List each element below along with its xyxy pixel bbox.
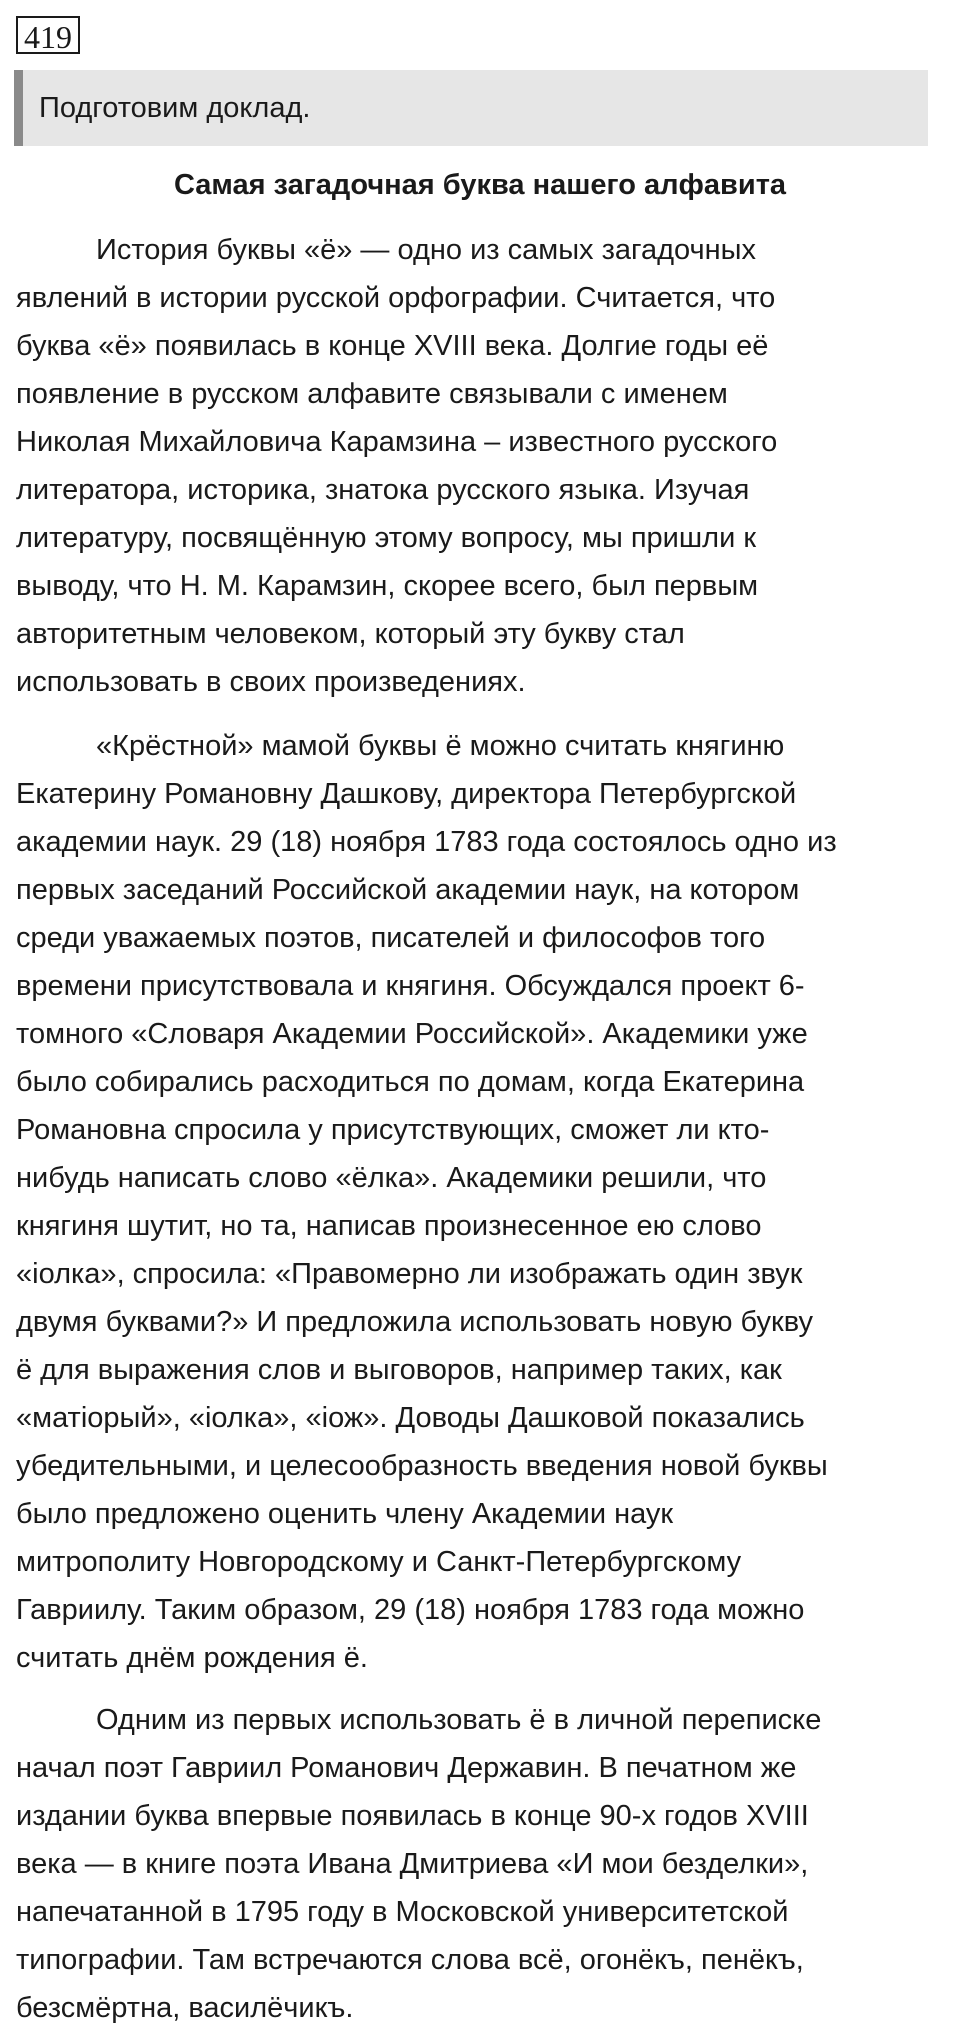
text-line: времени присутствовала и княгиня. Обсуждался проект 6- xyxy=(16,970,805,1002)
paragraph-3 xyxy=(16,1696,946,2032)
task-prompt-text: Подготовим доклад. xyxy=(39,92,311,124)
text-line: Одним из первых использовать ё в личной переписке xyxy=(96,1704,822,1736)
text-line: История буквы «ё» — одно из самых загадочных xyxy=(96,234,756,266)
text-line: появление в русском алфавите связывали с именем xyxy=(16,378,728,410)
text-line: выводу, что Н. М. Карамзин, скорее всего, был первым xyxy=(16,570,759,602)
text-line: явлений в истории русской орфографии. Считается, что xyxy=(16,282,776,314)
text-line: издании буква впервые появилась в конце 90-х годов XVIII xyxy=(16,1800,809,1832)
text-line: начал поэт Гавриил Романович Державин. В печатном же xyxy=(16,1752,797,1784)
text-line: нибудь написать слово «ёлка». Академики решили, что xyxy=(16,1162,767,1194)
text-line: «iолка», спросила: «Правомерно ли изображать один звук xyxy=(16,1258,803,1290)
text-line: считать днём рождения ё. xyxy=(16,1642,368,1674)
text-line: было предложено оценить члену Академии наук xyxy=(16,1498,674,1530)
text-line: ё для выражения слов и выговоров, например таких, как xyxy=(16,1354,782,1386)
text-line: напечатанной в 1795 году в Московской университетской xyxy=(16,1896,789,1928)
text-line: первых заседаний Российской академии наук, на котором xyxy=(16,874,800,906)
text-line: среди уважаемых поэтов, писателей и философов того xyxy=(16,922,766,954)
text-line: митрополиту Новгородскому и Санкт-Петербургскому xyxy=(16,1546,742,1578)
text-line: томного «Словаря Академии Российской». Академики уже xyxy=(16,1018,808,1050)
text-line: буква «ё» появилась в конце XVIII века. Долгие годы её xyxy=(16,330,769,362)
text-line: безсмёртна, василёчикъ. xyxy=(16,1992,354,2024)
text-line: академии наук. 29 (18) ноября 1783 года состоялось одно из xyxy=(16,826,837,858)
text-line: «Крёстной» мамой буквы ё можно считать княгиню xyxy=(96,730,785,762)
task-prompt-bar xyxy=(14,70,928,146)
text-line: Романовна спросила у присутствующих, сможет ли кто- xyxy=(16,1114,770,1146)
text-line: века — в книге поэта Ивана Дмитриева «И мои безделки», xyxy=(16,1848,809,1880)
paragraph-1 xyxy=(16,226,946,706)
text-line: типографии. Там встречаются слова всё, огонёкъ, пенёкъ, xyxy=(16,1944,804,1976)
text-line: княгиня шутит, но та, написав произнесенное ею слово xyxy=(16,1210,762,1242)
text-line: авторитетным человеком, который эту букву стал xyxy=(16,618,685,650)
text-line: Екатерину Романовну Дашкову, директора Петербургской xyxy=(16,778,797,810)
text-line: использовать в своих произведениях. xyxy=(16,666,526,698)
text-line: двумя буквами?» И предложила использовать новую букву xyxy=(16,1306,813,1338)
exercise-number: 419 xyxy=(16,16,80,54)
text-line: литературу, посвящённую этому вопросу, мы пришли к xyxy=(16,522,757,554)
text-line: было собирались расходиться по домам, когда Екатерина xyxy=(16,1066,805,1098)
text-line: Гавриилу. Таким образом, 29 (18) ноября 1783 года можно xyxy=(16,1594,805,1626)
paragraph-2 xyxy=(16,722,946,1682)
text-line: литератора, историка, знатока русского языка. Изучая xyxy=(16,474,750,506)
text-line: Николая Михайловича Карамзина – известного русского xyxy=(16,426,778,458)
text-line: «матiорый», «iолка», «iож». Доводы Дашковой показались xyxy=(16,1402,805,1434)
text-line: убедительными, и целесообразность введения новой буквы xyxy=(16,1450,828,1482)
document-title: Самая загадочная буква нашего алфавита xyxy=(173,169,787,201)
